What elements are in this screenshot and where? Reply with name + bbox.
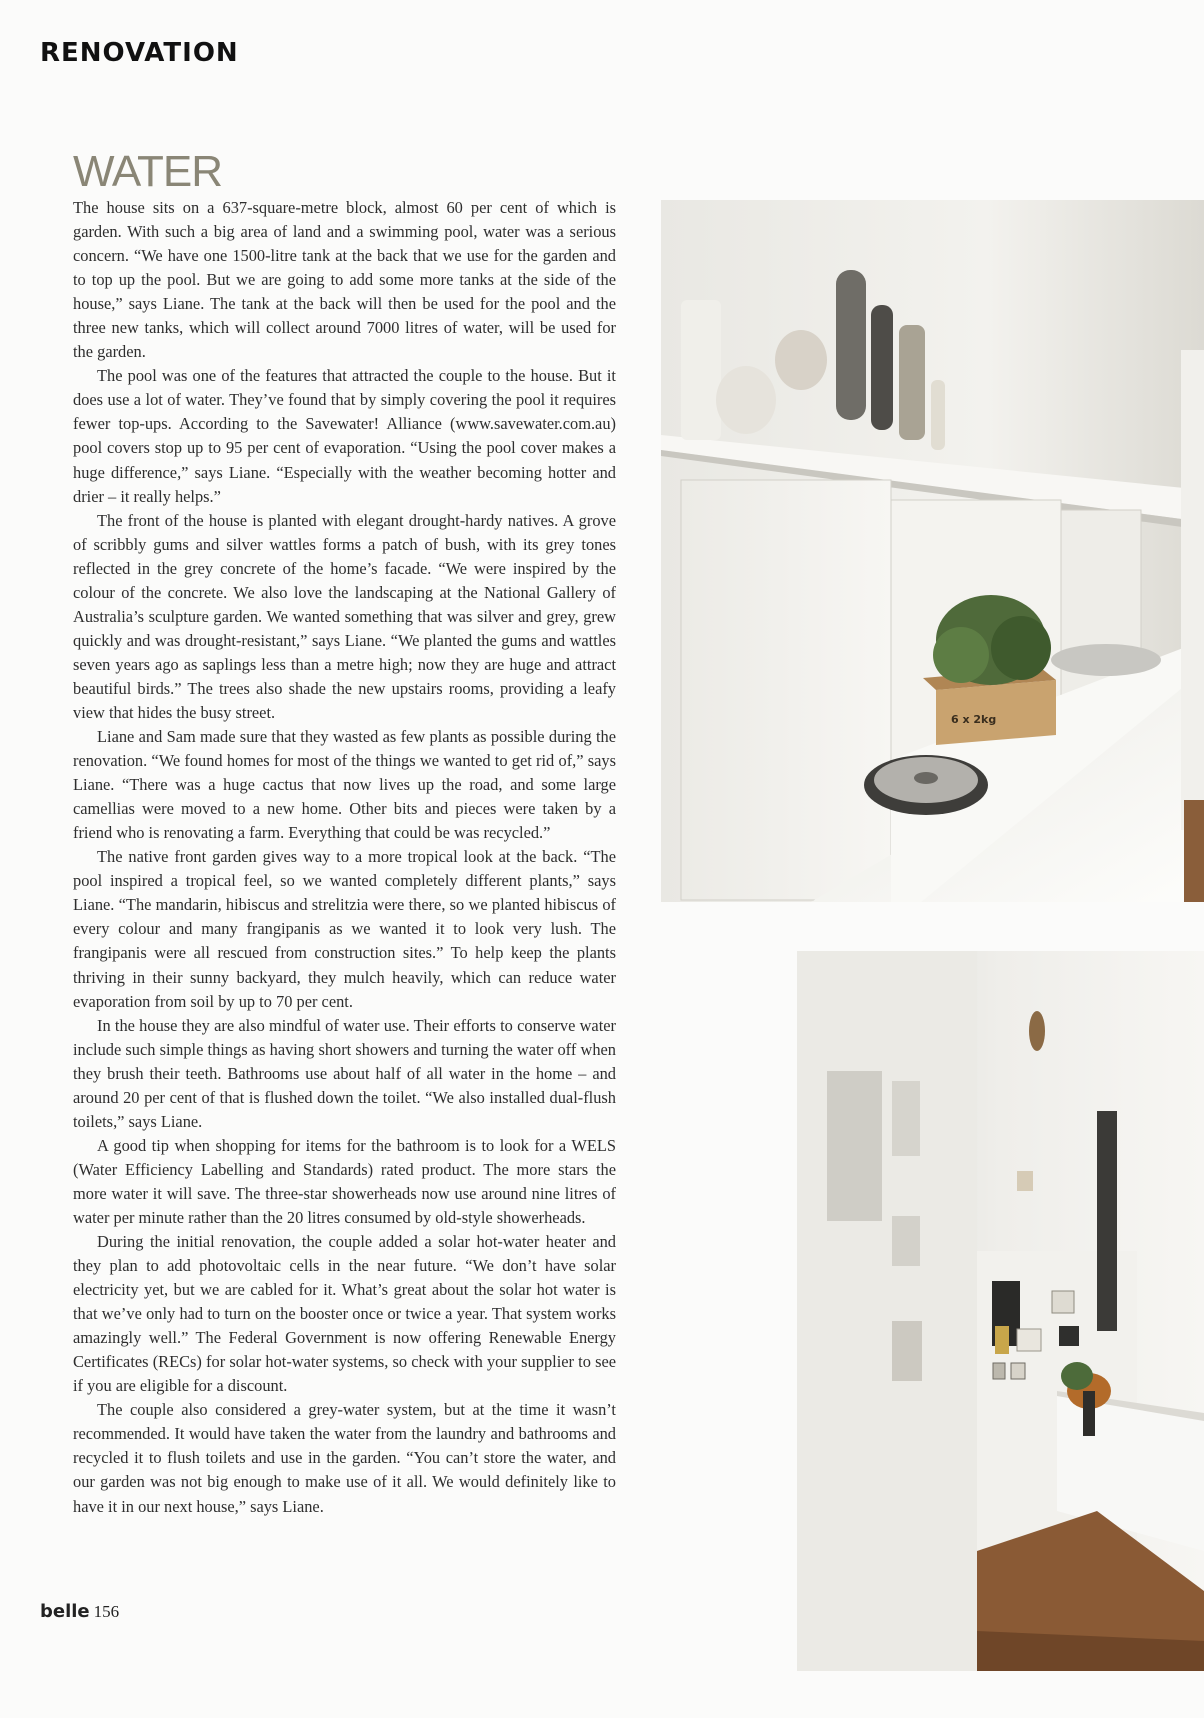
paragraph: The front of the house is planted with elegant drought-hardy natives. A grove of scribbly gums and silver wattles forms a patch of bush, with its grey tones reflected in the grey concrete of the home’s facade. “We were inspired by the colour of the concrete. We also love the landscaping at the National Gallery of Australia’s sculpture garden. We wanted something that was silver and grey, grew quickly and was drought-resistant,” says Liane. “We planted the gums and wattles seven years ago as saplings less than a metre high; now they are huge and attract beautiful birds.” The trees also shade the new upstairs rooms, providing a leafy view that hides the busy street. <box>73 510 616 722</box>
article-body <box>73 196 616 1519</box>
paragraph: In the house they are also mindful of water use. Their efforts to conserve water include such simple things as having short showers and turning the water off when they brush their teeth. Bathrooms use about half of all water in the home – and around 20 per cent of that is flushed down the toilet. “We also installed dual-flush toilets,” says Liane. <box>73 1015 616 1131</box>
paragraph: The pool was one of the features that attracted the couple to the house. But it does use a lot of water. They’ve found that by simply covering the pool it requires fewer top-ups. According to the Savewater! Alliance (www.savewater.com.au) pool covers stop up to 95 per cent of evaporation. “Using the pool cover makes a huge difference,” says Liane. “Especially with the weather becoming hotter and drier – it really helps.” <box>73 366 616 506</box>
hallway-illustration <box>797 951 1204 1671</box>
magazine-brand: belle <box>40 1601 90 1622</box>
paragraph: A good tip when shopping for items for the bathroom is to look for a WELS (Water Efficiency Labelling and Standards) rated product. The more stars the more water it will save. The three-star showerheads now use around nine litres of water per minute rather than the 20 litres consumed by old-style showerheads. <box>73 1135 616 1227</box>
page-number: 156 <box>93 1602 120 1621</box>
paragraph: The couple also considered a grey-water system, but at the time it wasn’t recommended. It would have taken the water from the laundry and bathrooms and recycled it to flush toilets and use in the garden. “You can’t store the water, and our garden was not big enough to make use of it all. We would definitely like to have it in our next house,” says Liane. <box>73 1400 616 1516</box>
folio <box>40 1601 119 1622</box>
paragraph: Liane and Sam made sure that they wasted as few plants as possible during the renovation. “We found homes for most of the things we wanted to get rid of,” says Liane. “There was a huge cactus that now lives up the road, and some large camellias were moved to a new home. Other bits and pieces were taken by a friend who is renovating a farm. Everything that could be was recycled.” <box>73 727 616 843</box>
kitchen-photo <box>661 200 1204 902</box>
kitchen-illustration <box>661 200 1204 902</box>
article-heading: WATER <box>73 147 222 196</box>
paragraph: During the initial renovation, the couple added a solar hot-water heater and they plan to add photovoltaic cells in the near future. “We don’t have solar electricity yet, but we are cabled for it. What’s great about the solar hot water is that we’ve only had to turn on the booster once or twice a year. That system works amazingly well.” The Federal Government is now offering Renewable Energy Certificates (RECs) for solar hot-water systems, so check with your supplier to see if you are eligible for a discount. <box>73 1232 616 1396</box>
section-label: RENOVATION <box>40 38 239 68</box>
hallway-photo <box>797 951 1204 1671</box>
box-label: 6 x 2kg <box>951 713 997 726</box>
paragraph: The native front garden gives way to a more tropical look at the back. “The pool inspired a tropical feel, so we wanted completely different plants,” says Liane. “The mandarin, hibiscus and strelitzia were there, so we planted hibiscus of every colour and many frangipanis as we wanted it to look very lush. The frangipanis were all rescued from construction sites.” To help keep the plants thriving in their sunny backyard, they mulch heavily, which can reduce water evaporation from soil by up to 70 per cent. <box>73 847 616 1011</box>
paragraph: The house sits on a 637-square-metre block, almost 60 per cent of which is garden. With such a big area of land and a swimming pool, water was a serious concern. “We have one 1500-litre tank at the back that we use for the garden and to top up the pool. But we are going to add some more tanks at the side of the house,” says Liane. The tank at the back will then be used for the pool and the three new tanks, which will collect around 7000 litres of water, will be used for the garden. <box>73 198 616 362</box>
